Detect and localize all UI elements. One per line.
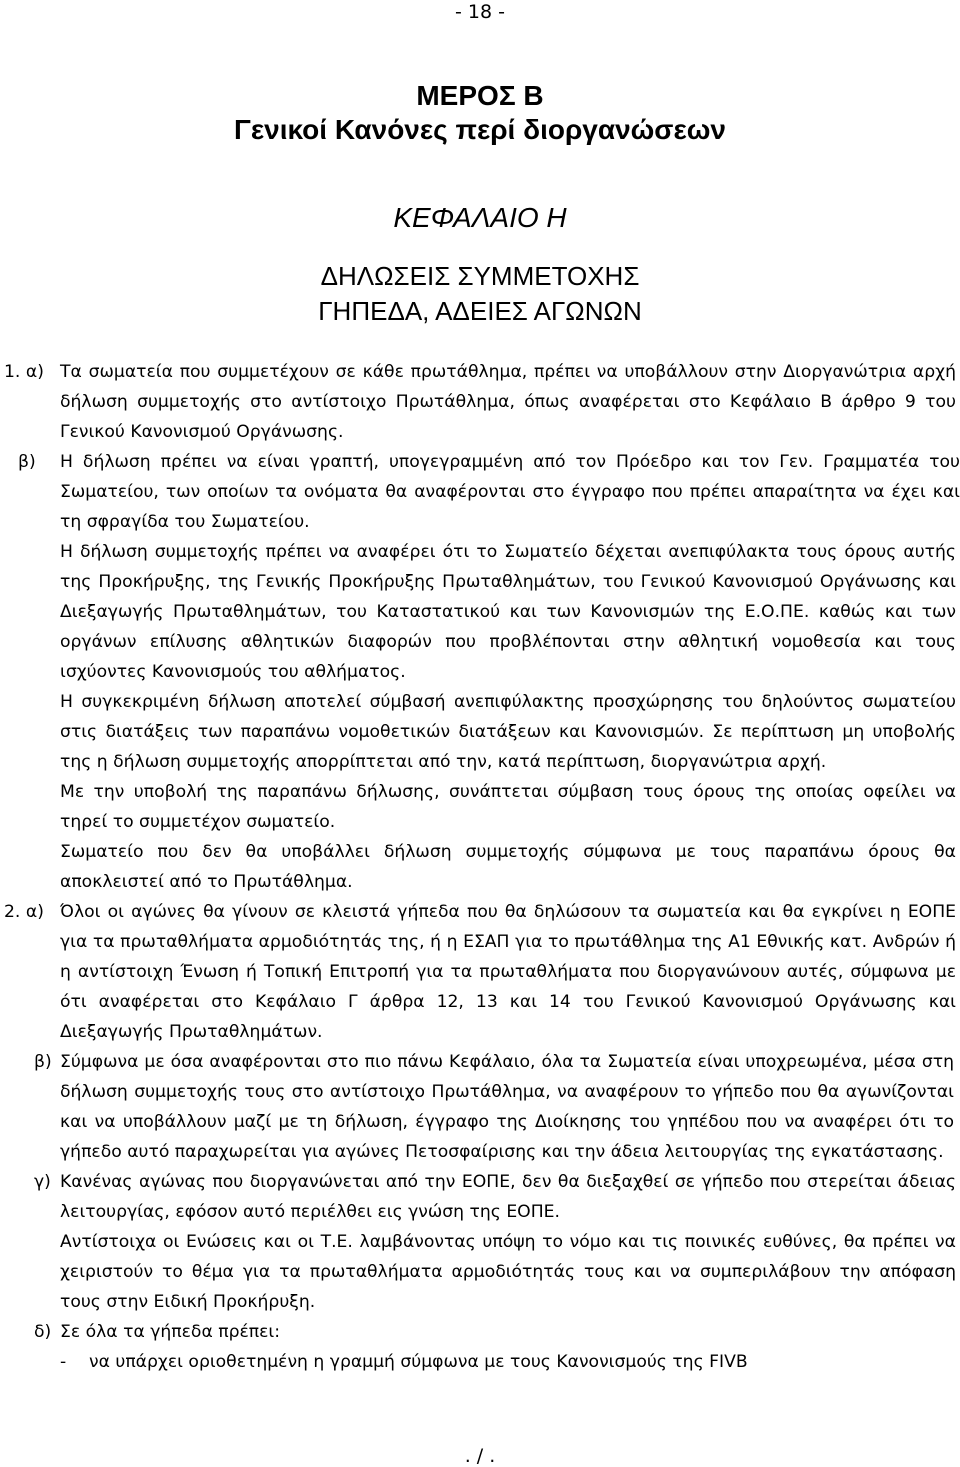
clause-text: Σύμφωνα με όσα αναφέρονται στο πιο πάνω Κεφάλαιο, όλα τα Σωματεία είναι υποχρεωμένα, μέσα στη δήλωση συμμετοχής τους στο αντίστοιχο Πρωτάθλημα, να αναφέρουν το γήπεδο που θα αγωνίζονται και να υποβάλλουν μαζί με τη δήλωση, έγγραφο της Διοίκησης του γηπέδου που να αναφέρει ότι το γήπεδο αυτό παραχωρείται για αγώνες Πετοσφαίρισης και την άδεια λειτουργίας της εγκατάστασης. <box>60 1052 954 1162</box>
clause-2d <box>0 1317 960 1347</box>
clause-label: β) <box>18 452 36 472</box>
clause-text: Η δήλωση συμμετοχής πρέπει να αναφέρει ότι το Σωματείο δέχεται ανεπιφύλακτα τους όρους αυτής της Προκήρυξης, της Γενικής Προκήρυξης Πρωταθλημάτων, του Γενικού Κανονισμού Οργάνωσης και Διεξαγωγής Πρωταθλημάτων, του Καταστατικού και των Κανονισμών της Ε.Ο.ΠΕ. καθώς και των οργάνων επίλυσης αθλητικών διαφορών που προβλέπονται στην αθλητική νομοθεσία και τους ισχύοντες Κανονισμούς του αθλήματος. <box>60 542 956 682</box>
part-title: ΜΕΡΟΣ Β <box>416 80 544 111</box>
clause-1b <box>0 447 960 897</box>
bullet-dash: - <box>60 1352 67 1372</box>
bullet-text: να υπάρχει οριοθετημένη η γραμμή σύμφωνα με τους Κανονισμούς της FIVB <box>89 1352 748 1372</box>
section-title-line1: ΔΗΛΩΣΕΙΣ ΣΥΜΜΕΤΟΧΗΣ <box>320 261 640 291</box>
page-number: - 18 - <box>455 1 505 23</box>
clause-text: Τα σωματεία που συμμετέχουν σε κάθε πρωτάθλημα, πρέπει να υποβάλλουν στην Διοργανώτρια αρχή δήλωση συμμετοχής στο αντίστοιχο Πρωτάθλημα, όπως αναφέρεται στο Κεφάλαιο Β άρθρο 9 του Γενικού Κανονισμού Οργάνωσης. <box>60 362 956 442</box>
clause-text: Με την υποβολή της παραπάνω δήλωσης, συνάπτεται σύμβαση τους όρους της οποίας οφείλει να τηρεί το συμμετέχον σωματείο. <box>60 782 956 832</box>
clause-1a <box>0 357 960 447</box>
part-subtitle: Γενικοί Κανόνες περί διοργανώσεων <box>234 114 726 145</box>
section-title-line2: ΓΗΠΕΔΑ, ΑΔΕΙΕΣ ΑΓΩΝΩΝ <box>318 296 642 326</box>
clause-2c <box>0 1167 960 1317</box>
document-body <box>0 357 960 1377</box>
clause-label: 2. α) <box>4 902 44 922</box>
clause-label: β) <box>34 1052 52 1072</box>
clause-text: Η συγκεκριμένη δήλωση αποτελεί σύμβασή ανεπιφύλακτης προσχώρησης του δηλούντος σωματείου στις διατάξεις των παραπάνω νομοθετικών διατάξεων και Κανονισμών. Σε περίπτωση μη υποβολής της η δήλωση συμμετοχής απορρίπτεται από την, κατά περίπτωση, διοργανώτρια αρχή. <box>60 692 956 772</box>
chapter-title: ΚΕΦΑΛΑΙΟ Η <box>393 202 567 233</box>
clause-text: Αντίστοιχα οι Ενώσεις και οι Τ.Ε. λαμβάνοντας υπόψη το νόμο και τις ποινικές ευθύνες, θα πρέπει να χειριστούν το θέμα για τα πρωταθλήματα αρμοδιότητάς τους και να συμπεριλάβουν την απόφαση τους στην Ειδική Προκήρυξη. <box>60 1232 956 1312</box>
clause-label: γ) <box>34 1172 51 1192</box>
continuation-marker: . / . <box>464 1445 496 1467</box>
clause-text: Σωματείο που δεν θα υποβάλλει δήλωση συμμετοχής σύμφωνα με τους παραπάνω όρους θα αποκλειστεί από το Πρωτάθλημα. <box>60 842 956 892</box>
clause-text: Κανένας αγώνας που διοργανώνεται από την ΕΟΠΕ, δεν θα διεξαχθεί σε γήπεδο που στερείται άδειας λειτουργίας, εφόσον αυτό περιέλθει εις γνώση της ΕΟΠΕ. <box>60 1172 956 1222</box>
clause-text: Σε όλα τα γήπεδα πρέπει: <box>60 1322 281 1342</box>
clause-text: Η δήλωση πρέπει να είναι γραπτή, υπογεγραμμένη από τον Πρόεδρο και τον Γεν. Γραμματέα του Σωματείου, των οποίων τα ονόματα θα αναφέρονται στο έγγραφο που πρέπει απαραίτητα να έχει και τη σφραγίδα του Σωματείου. <box>60 452 960 532</box>
clause-label: δ) <box>34 1322 52 1342</box>
clause-label: 1. α) <box>4 362 44 382</box>
clause-2a <box>0 897 960 1047</box>
clause-text: Όλοι οι αγώνες θα γίνουν σε κλειστά γήπεδα που θα δηλώσουν τα σωματεία και θα εγκρίνει η ΕΟΠΕ για τα πρωταθλήματα αρμοδιότητάς της, ή η ΕΣΑΠ για το πρωτάθλημα της Α1 Εθνικής κατ. Ανδρών ή η αντίστοιχη Ένωση ή Τοπική Επιτροπή για τα πρωταθλήματα που διοργανώνουν αυτές, σύμφωνα με ότι αναφέρεται στο Κεφάλαιο Γ άρθρα 12, 13 και 14 του Γενικού Κανονισμού Οργάνωσης και Διεξαγωγής Πρωταθλημάτων. <box>60 902 956 1042</box>
bullet-item <box>0 1347 960 1377</box>
clause-2b <box>0 1047 960 1167</box>
